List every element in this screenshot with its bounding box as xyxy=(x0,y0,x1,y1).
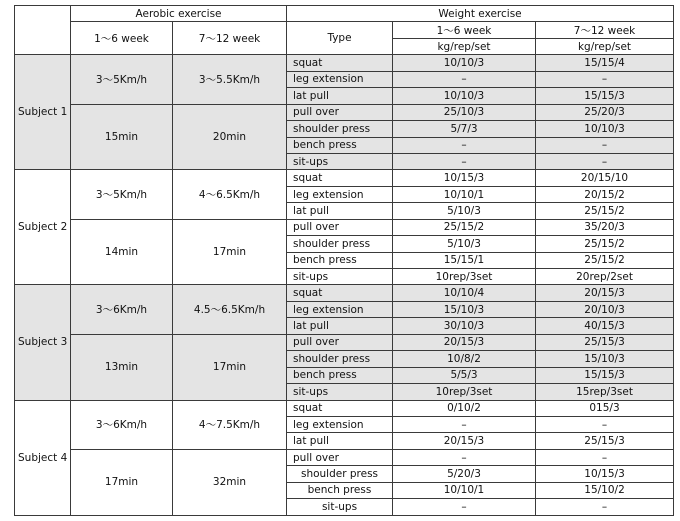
week1-value: 5/10/3 xyxy=(393,236,536,252)
week1-value: 20/15/3 xyxy=(393,334,536,350)
week1-value: 10rep/3set xyxy=(393,269,536,285)
week2-value: – xyxy=(536,416,674,432)
exercise-type: sit-ups xyxy=(287,384,393,400)
week1-value: 20/15/3 xyxy=(393,433,536,449)
week1-value: 10/8/2 xyxy=(393,351,536,367)
speed-week1: 3～5Km/h xyxy=(71,55,173,104)
exercise-type: shoulder press xyxy=(287,121,393,137)
week2-value: – xyxy=(536,153,674,169)
week2-value: 20/10/3 xyxy=(536,301,674,317)
speed-week2: 4～6.5Km/h xyxy=(173,170,287,219)
exercise-type: leg extension xyxy=(287,186,393,202)
corner-cell xyxy=(15,6,71,55)
time-week2: 32min xyxy=(173,449,287,515)
exercise-type: sit-ups xyxy=(287,153,393,169)
week2-value: – xyxy=(536,71,674,87)
week1-value: – xyxy=(393,137,536,153)
exercise-type: shoulder press xyxy=(287,351,393,367)
exercise-type: bench press xyxy=(287,367,393,383)
exercise-type: bench press xyxy=(287,137,393,153)
weight-week2-unit: kg/rep/set xyxy=(536,38,674,54)
week1-value: 5/10/3 xyxy=(393,203,536,219)
week2-value: 015/3 xyxy=(536,400,674,416)
week1-value: 10/10/4 xyxy=(393,285,536,301)
time-week1: 17min xyxy=(71,449,173,515)
subject-name: Subject 3 xyxy=(15,285,71,400)
week2-value: 15/15/3 xyxy=(536,367,674,383)
week2-value: 25/15/2 xyxy=(536,236,674,252)
week2-value: 25/15/2 xyxy=(536,252,674,268)
type-header: Type xyxy=(287,22,393,55)
week2-value: 25/15/3 xyxy=(536,433,674,449)
time-week1: 14min xyxy=(71,219,173,285)
week2-value: 15/10/2 xyxy=(536,482,674,498)
week2-value: 25/20/3 xyxy=(536,104,674,120)
week1-value: 5/20/3 xyxy=(393,466,536,482)
table-row xyxy=(15,55,674,71)
week2-value: 15/15/3 xyxy=(536,88,674,104)
week1-value: 25/15/2 xyxy=(393,219,536,235)
table-row xyxy=(15,219,674,235)
week2-value: 15rep/3set xyxy=(536,384,674,400)
table-row xyxy=(15,449,674,465)
week1-value: 25/10/3 xyxy=(393,104,536,120)
week1-value: – xyxy=(393,416,536,432)
exercise-type: shoulder press xyxy=(287,466,393,482)
speed-week2: 4.5～6.5Km/h xyxy=(173,285,287,334)
exercise-type: bench press xyxy=(287,482,393,498)
week1-value: – xyxy=(393,153,536,169)
week1-value: 10/15/3 xyxy=(393,170,536,186)
week2-value: 20rep/2set xyxy=(536,269,674,285)
week2-value: – xyxy=(536,449,674,465)
week1-value: 15/10/3 xyxy=(393,301,536,317)
week2-value: 10/15/3 xyxy=(536,466,674,482)
week1-value: 10/10/3 xyxy=(393,55,536,71)
week2-value: 40/15/3 xyxy=(536,318,674,334)
week1-value: 0/10/2 xyxy=(393,400,536,416)
exercise-type: sit-ups xyxy=(287,269,393,285)
exercise-type: lat pull xyxy=(287,88,393,104)
exercise-type: pull over xyxy=(287,334,393,350)
aerobic-week2-header: 7～12 week xyxy=(173,22,287,55)
exercise-table xyxy=(14,5,674,516)
table-row xyxy=(15,334,674,350)
speed-week1: 3～6Km/h xyxy=(71,285,173,334)
week2-value: – xyxy=(536,499,674,516)
weight-week1-header: 1～6 week xyxy=(393,22,536,38)
speed-week2: 4～7.5Km/h xyxy=(173,400,287,449)
aerobic-week1-header: 1～6 week xyxy=(71,22,173,55)
week2-value: 20/15/2 xyxy=(536,186,674,202)
week2-value: 15/10/3 xyxy=(536,351,674,367)
exercise-type: shoulder press xyxy=(287,236,393,252)
subject-name: Subject 1 xyxy=(15,55,71,170)
week2-value: – xyxy=(536,137,674,153)
week1-value: – xyxy=(393,449,536,465)
exercise-type: leg extension xyxy=(287,301,393,317)
exercise-type: lat pull xyxy=(287,203,393,219)
time-week1: 13min xyxy=(71,334,173,400)
exercise-type: leg extension xyxy=(287,71,393,87)
week1-value: 10rep/3set xyxy=(393,384,536,400)
week2-value: 35/20/3 xyxy=(536,219,674,235)
table-row xyxy=(15,104,674,120)
week1-value: 30/10/3 xyxy=(393,318,536,334)
week1-value: 5/5/3 xyxy=(393,367,536,383)
weight-week2-header: 7～12 week xyxy=(536,22,674,38)
exercise-type: squat xyxy=(287,400,393,416)
week2-value: 10/10/3 xyxy=(536,121,674,137)
exercise-type: pull over xyxy=(287,104,393,120)
exercise-type: pull over xyxy=(287,449,393,465)
aerobic-header: Aerobic exercise xyxy=(71,6,287,22)
week1-value: 10/10/3 xyxy=(393,88,536,104)
table-row xyxy=(15,285,674,301)
time-week1: 15min xyxy=(71,104,173,170)
exercise-type: squat xyxy=(287,170,393,186)
week2-value: 25/15/2 xyxy=(536,203,674,219)
exercise-type: sit-ups xyxy=(287,499,393,516)
exercise-type: lat pull xyxy=(287,433,393,449)
time-week2: 20min xyxy=(173,104,287,170)
time-week2: 17min xyxy=(173,334,287,400)
exercise-type: squat xyxy=(287,285,393,301)
table-row xyxy=(15,170,674,186)
week2-value: 20/15/10 xyxy=(536,170,674,186)
week2-value: 15/15/4 xyxy=(536,55,674,71)
week1-value: 5/7/3 xyxy=(393,121,536,137)
week1-value: – xyxy=(393,499,536,516)
exercise-type: lat pull xyxy=(287,318,393,334)
week1-value: – xyxy=(393,71,536,87)
exercise-type: leg extension xyxy=(287,416,393,432)
week2-value: 25/15/3 xyxy=(536,334,674,350)
subject-name: Subject 4 xyxy=(15,400,71,516)
week2-value: 20/15/3 xyxy=(536,285,674,301)
speed-week1: 3～6Km/h xyxy=(71,400,173,449)
exercise-type: squat xyxy=(287,55,393,71)
subject-name: Subject 2 xyxy=(15,170,71,285)
speed-week1: 3～5Km/h xyxy=(71,170,173,219)
speed-week2: 3～5.5Km/h xyxy=(173,55,287,104)
exercise-type: pull over xyxy=(287,219,393,235)
weight-week1-unit: kg/rep/set xyxy=(393,38,536,54)
table-row xyxy=(15,400,674,416)
week1-value: 10/10/1 xyxy=(393,482,536,498)
time-week2: 17min xyxy=(173,219,287,285)
week1-value: 10/10/1 xyxy=(393,186,536,202)
exercise-type: bench press xyxy=(287,252,393,268)
week1-value: 15/15/1 xyxy=(393,252,536,268)
weight-header: Weight exercise xyxy=(287,6,674,22)
